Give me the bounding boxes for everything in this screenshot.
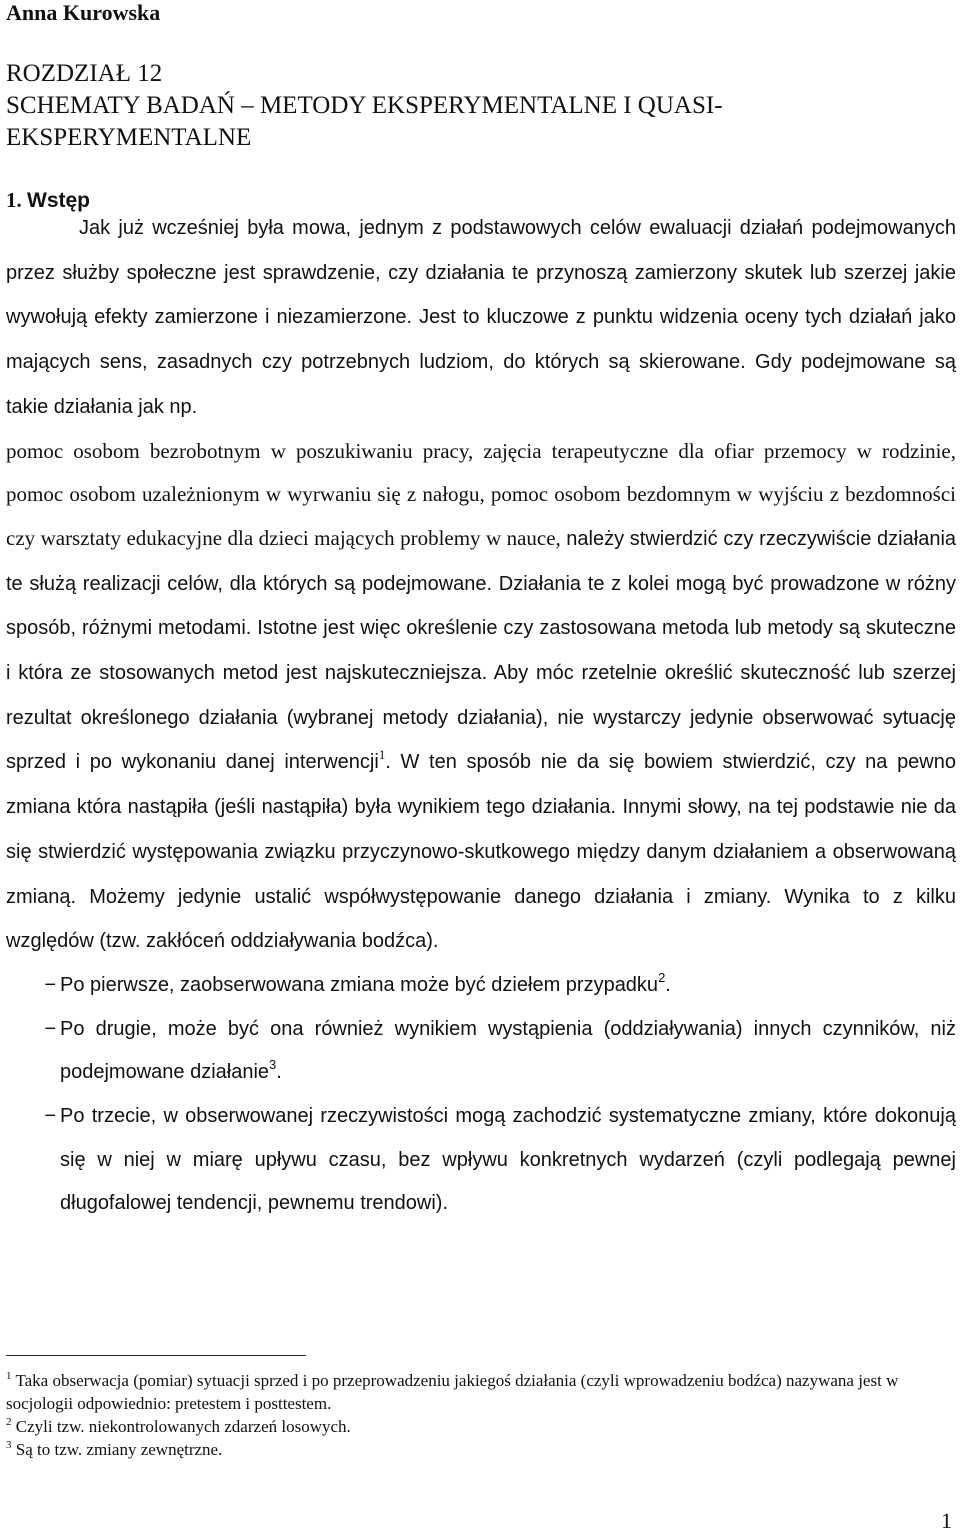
- chapter-heading: [6, 58, 723, 154]
- footnote-text: Czyli tzw. niekontrolowanych zdarzeń losowych.: [11, 1417, 351, 1436]
- footnotes: [6, 1369, 956, 1461]
- list-item-text: Po trzecie, w obserwowanej rzeczywistości mogą zachodzić systematyczne zmiany, które dokonują się w niej w miarę upływu czasu, bez wpływu konkretnych wydarzeń (czyli podlegają pewnej długofalowej tendencji, pewnemu trendowi).: [60, 1105, 956, 1215]
- dash-bullet: −: [44, 1105, 56, 1128]
- footnote-text: Są to tzw. zmiany zewnętrzne.: [11, 1440, 223, 1459]
- chapter-title-line-1: SCHEMATY BADAŃ – METODY EKSPERYMENTALNE I QUASI-: [6, 92, 723, 119]
- list-item-text: Po drugie, może być ona również wynikiem wystąpienia (oddziaływania) innych czynników, niż podejmowane działanie: [60, 1017, 956, 1084]
- footnote-1: [6, 1369, 956, 1415]
- dash-bullet: −: [44, 1017, 56, 1040]
- author-name: Anna Kurowska: [6, 0, 161, 25]
- footnote-number: 3: [6, 1439, 12, 1451]
- paragraph-segment: pomoc osobom bezrobotnym w poszukiwaniu pracy, zajęcia terapeutyczne dla ofiar przemocy w rodzinie, pomoc osobom uzależnionym w wyrwaniu się z nałogu, pomoc osobom bezdomnym w wyjściu z bezdomności czy warsztaty edukacyjne dla dzieci mających problemy w nauce,: [6, 438, 956, 550]
- footnote-ref-2[interactable]: 2: [658, 969, 666, 985]
- footnote-number: 2: [6, 1416, 12, 1428]
- footnote-ref-3[interactable]: 3: [269, 1057, 277, 1073]
- footnote-separator: [6, 1355, 306, 1356]
- list-item-text: Po pierwsze, zaobserwowana zmiana może być dziełem przypadku: [60, 973, 659, 996]
- footnote-3: [6, 1438, 956, 1461]
- list-item: [6, 964, 956, 1008]
- footnote-number: 1: [6, 1370, 12, 1382]
- footnote-ref-1[interactable]: 1: [378, 747, 386, 763]
- section-title: Wstęp: [27, 189, 90, 212]
- page-number: 1: [941, 1508, 952, 1533]
- body-text: [6, 206, 956, 1226]
- dash-bullet: −: [44, 973, 56, 996]
- list-item-punct: .: [665, 973, 671, 996]
- chapter-title-line-2: EKSPERYMENTALNE: [6, 124, 252, 151]
- list-item-punct: .: [276, 1061, 282, 1084]
- footnote-2: [6, 1415, 956, 1438]
- chapter-number: ROZDZIAŁ 12: [6, 60, 163, 87]
- paragraph-segment: należy stwierdzić czy rzeczywiście działania te służą realizacji celów, dla których są podejmowane. Działania te z kolei mogą być prowadzone w różny sposób, różnymi metodami. Istotne jest więc określenie czy zastosowana metoda lub metody są skuteczne i która ze stosowanych metod jest najskuteczniejsza. Aby móc rzetelnie określić skuteczność lub szerzej rezultat określonego działania (wybranej metody działania), nie wystarczy jedynie obserwować sytuację sprzed i po wykonaniu danej interwencji: [6, 527, 957, 774]
- section-number: 1.: [6, 188, 22, 212]
- paragraph-segment: Jak już wcześniej była mowa, jednym z podstawowych celów ewaluacji działań podejmowanych przez służby społeczne jest sprawdzenie, czy działania te przynoszą zamierzony skutek lub szerzej jakie wywołują efekty zamierzone i niezamierzone. Jest to kluczowe z punktu widzenia oceny tych działań jako mających sens, zasadnych czy potrzebnych ludziom, do których są skierowane. Gdy podejmowane są takie działania jak np.: [6, 217, 956, 418]
- reasons-list: [6, 964, 956, 1226]
- list-item: [6, 1008, 956, 1095]
- footnote-text: Taka obserwacja (pomiar) sytuacji sprzed i po przeprowadzeniu jakiegoś działania (czyli wprowadzeniu bodźca) nazywana jest w socjologii odpowiednio: pretestem i posttestem.: [6, 1371, 899, 1413]
- paragraph: [6, 206, 956, 964]
- list-item: [6, 1095, 956, 1226]
- paragraph-segment: . W ten sposób nie da się bowiem stwierdzić, czy na pewno zmiana która nastąpiła (jeśli nastąpiła) była wynikiem tego działania. Innymi słowy, na tej podstawie nie da się stwierdzić występowania związku przyczynowo-skutkowego między danym działaniem a obserwowaną zmianą. Możemy jedynie ustalić współwystępowanie danego działania i zmiany. Wynika to z kilku względów (tzw. zakłóceń oddziaływania bodźca).: [6, 751, 956, 953]
